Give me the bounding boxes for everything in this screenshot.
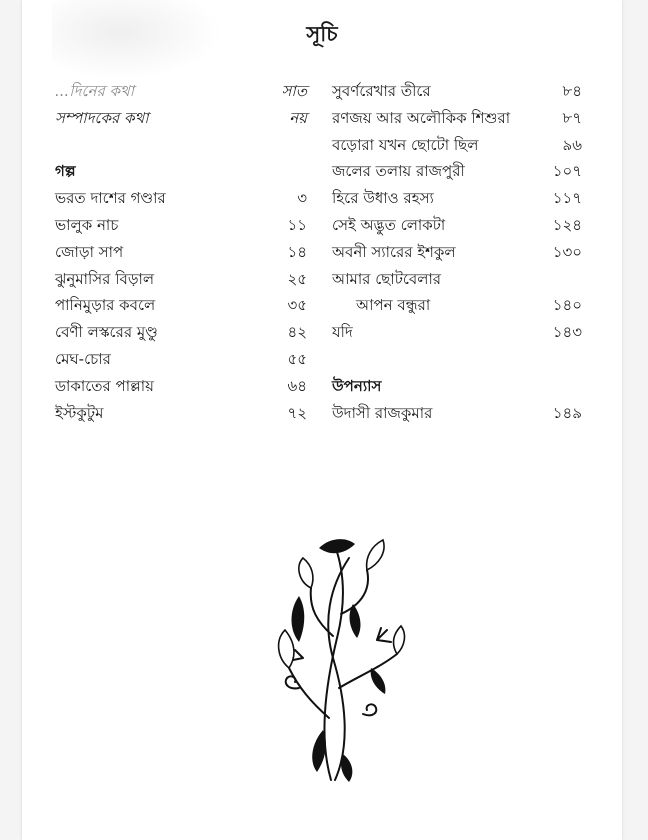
- toc-entry-title: মেঘ-চোর: [55, 349, 111, 368]
- toc-entry-title: আপন বন্ধুরা: [356, 296, 431, 315]
- toc-entry-title: গল্প: [55, 162, 76, 181]
- toc-entry-page: নয়: [289, 108, 307, 127]
- toc-entry: [55, 400, 307, 427]
- toc-entry-page: ১৪৩: [552, 323, 582, 342]
- toc-entry-page: ৮৭: [562, 108, 582, 127]
- toc-entry: [55, 292, 307, 319]
- toc-entry-page: ৯৬: [562, 135, 582, 154]
- toc-entry-title: যদি: [332, 323, 353, 342]
- toc-entry: [332, 373, 582, 400]
- toc-entry: [55, 212, 307, 239]
- toc-entry-title: উপন্যাস: [332, 376, 382, 395]
- toc-entry: [332, 319, 582, 346]
- toc-entry: [55, 185, 307, 212]
- toc-entry-title: সুবর্ণরেখার তীরে: [332, 82, 431, 100]
- toc-entry-title: ঝুনুমাসির বিড়াল: [55, 269, 155, 288]
- toc-entry-page: ৮৪: [562, 82, 582, 100]
- toc-entry-title: ভরত দাশের গণ্ডার: [55, 189, 166, 208]
- toc-entry-page: ১১: [287, 215, 307, 234]
- book-page: [22, 0, 622, 840]
- toc-right-column: [332, 78, 582, 426]
- toc-entry-title: আমার ছোটবেলার: [332, 269, 442, 288]
- toc-entry: [332, 185, 582, 212]
- toc-entry-page: ৭২: [287, 403, 307, 422]
- toc-entry-page: ৫৫: [287, 349, 307, 368]
- toc-entry-title: বড়োরা যখন ছোটো ছিল: [332, 135, 479, 154]
- toc-entry: [332, 266, 582, 293]
- toc-entry-page: ৩: [297, 189, 307, 208]
- toc-entry: [55, 239, 307, 266]
- toc-entry: [332, 292, 582, 319]
- toc-entry-page: ১১৭: [552, 189, 582, 208]
- toc-entry-page: ১৪৯: [552, 403, 582, 422]
- toc-entry-page: ১৪০: [552, 296, 582, 315]
- toc-entry-title: ...দিনের কথা: [55, 82, 135, 100]
- toc-entry-page: সাত: [281, 82, 307, 100]
- toc-entry-page: ৪২: [287, 323, 307, 342]
- floral-ornament-icon: [259, 518, 409, 790]
- toc-entry: [332, 78, 582, 105]
- toc-entry-title: সম্পাদকের কথা: [55, 108, 149, 127]
- toc-entry: [55, 266, 307, 293]
- toc-entry-page: ১২৪: [552, 215, 582, 234]
- toc-entry-page: ৩৫: [287, 296, 307, 315]
- toc-entry-title: উদাসী রাজকুমার: [332, 403, 433, 422]
- toc-entry-title: বেণী লস্করের মুণ্ডু: [55, 323, 158, 342]
- toc-entry-title: জলের তলায় রাজপুরী: [332, 162, 465, 181]
- toc-entry-title: ইস্টকুটুম: [55, 403, 104, 422]
- toc-entry-title: সেই অদ্ভুত লোকটা: [332, 215, 446, 234]
- page-title: সূচি: [306, 22, 338, 46]
- toc-entry: [55, 346, 307, 373]
- toc-entry-title: ডাকাতের পাল্লায়: [55, 376, 154, 395]
- toc-entry: [332, 105, 582, 132]
- toc-entry: [55, 132, 307, 159]
- toc-entry-title: হিরে উধাও রহস্য: [332, 189, 434, 208]
- toc-entry-title: পানিমুড়ার কবলে: [55, 296, 156, 315]
- toc-entry-title: জোড়া সাপ: [55, 242, 124, 261]
- toc-entry-page: ৬৪: [287, 376, 307, 395]
- toc-entry: [55, 373, 307, 400]
- toc-entry: [55, 158, 307, 185]
- toc-entry-page: ২৫: [287, 269, 307, 288]
- toc-entry: [332, 239, 582, 266]
- toc-entry: [332, 400, 582, 427]
- toc-entry: [332, 132, 582, 159]
- toc-entry: [55, 105, 307, 132]
- toc-entry: [332, 346, 582, 373]
- toc-entry-title: ভালুক নাচ: [55, 215, 119, 234]
- toc-entry: [332, 158, 582, 185]
- toc-entry: [332, 212, 582, 239]
- toc-left-column: [55, 78, 307, 426]
- toc-entry-title: রণজয় আর অলৌকিক শিশুরা: [332, 108, 511, 127]
- toc-entry-page: ১৩০: [552, 242, 582, 261]
- toc-entry-page: ১৪: [287, 242, 307, 261]
- toc-entry: [55, 78, 307, 105]
- toc-entry-page: ১০৭: [552, 162, 582, 181]
- toc-entry: [55, 319, 307, 346]
- toc-entry-title: অবনী স্যারের ইশকুল: [332, 242, 456, 261]
